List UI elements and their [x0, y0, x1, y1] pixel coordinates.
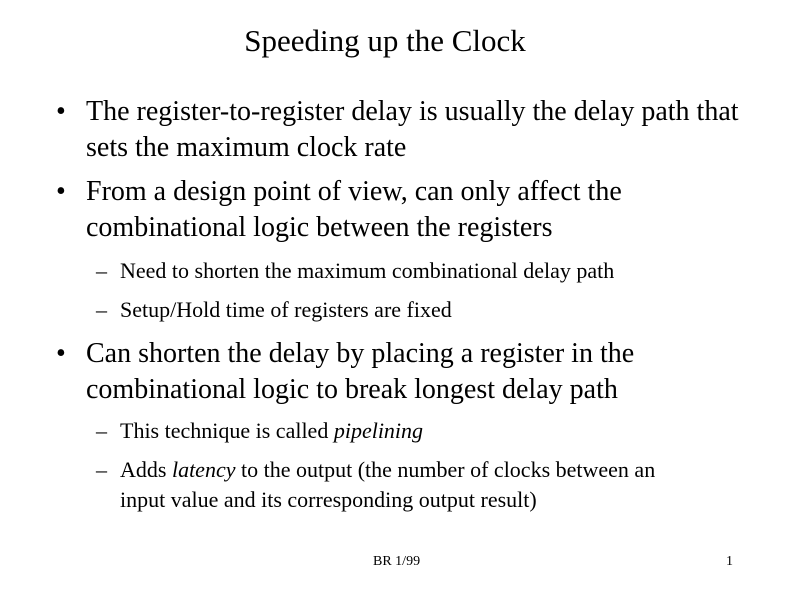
sub-bullet-marker: –: [96, 418, 107, 443]
sub-bullet-marker: –: [96, 457, 107, 482]
bullet-text: The register-to-register delay is usually the delay path that sets the maximum clock rate: [86, 96, 739, 163]
sub-bullet-text: Setup/Hold time of registers are fixed: [120, 297, 452, 322]
sub-bullet-text-before: Adds: [120, 457, 172, 482]
term-latency: latency: [171, 457, 236, 482]
bullet-text: Can shorten the delay by placing a register in the combinational logic to break longest delay path: [86, 338, 635, 405]
sub-bullet-text: [120, 416, 690, 446]
bullet-text: From a design point of view, can only affect the combinational logic between the registers: [86, 176, 622, 243]
bullet-marker: •: [56, 338, 66, 369]
sub-bullet-marker: –: [96, 297, 107, 322]
bullet-marker: •: [56, 176, 66, 207]
sub-bullet-text-before: This technique is called: [120, 418, 334, 443]
bullet-marker: •: [56, 96, 66, 127]
sub-bullet-text: Need to shorten the maximum combinational delay path: [120, 258, 615, 283]
sub-bullet-text-after: to the output (the number of clocks between an input value and its corresponding output result): [120, 457, 656, 512]
term-pipelining: pipelining: [333, 418, 424, 443]
footer-label: BR 1/99: [373, 554, 421, 569]
slide-title: Speeding up the Clock: [244, 23, 526, 58]
sub-bullet-text: [120, 455, 690, 515]
page-number: 1: [726, 554, 733, 569]
sub-bullet-marker: –: [96, 258, 107, 283]
